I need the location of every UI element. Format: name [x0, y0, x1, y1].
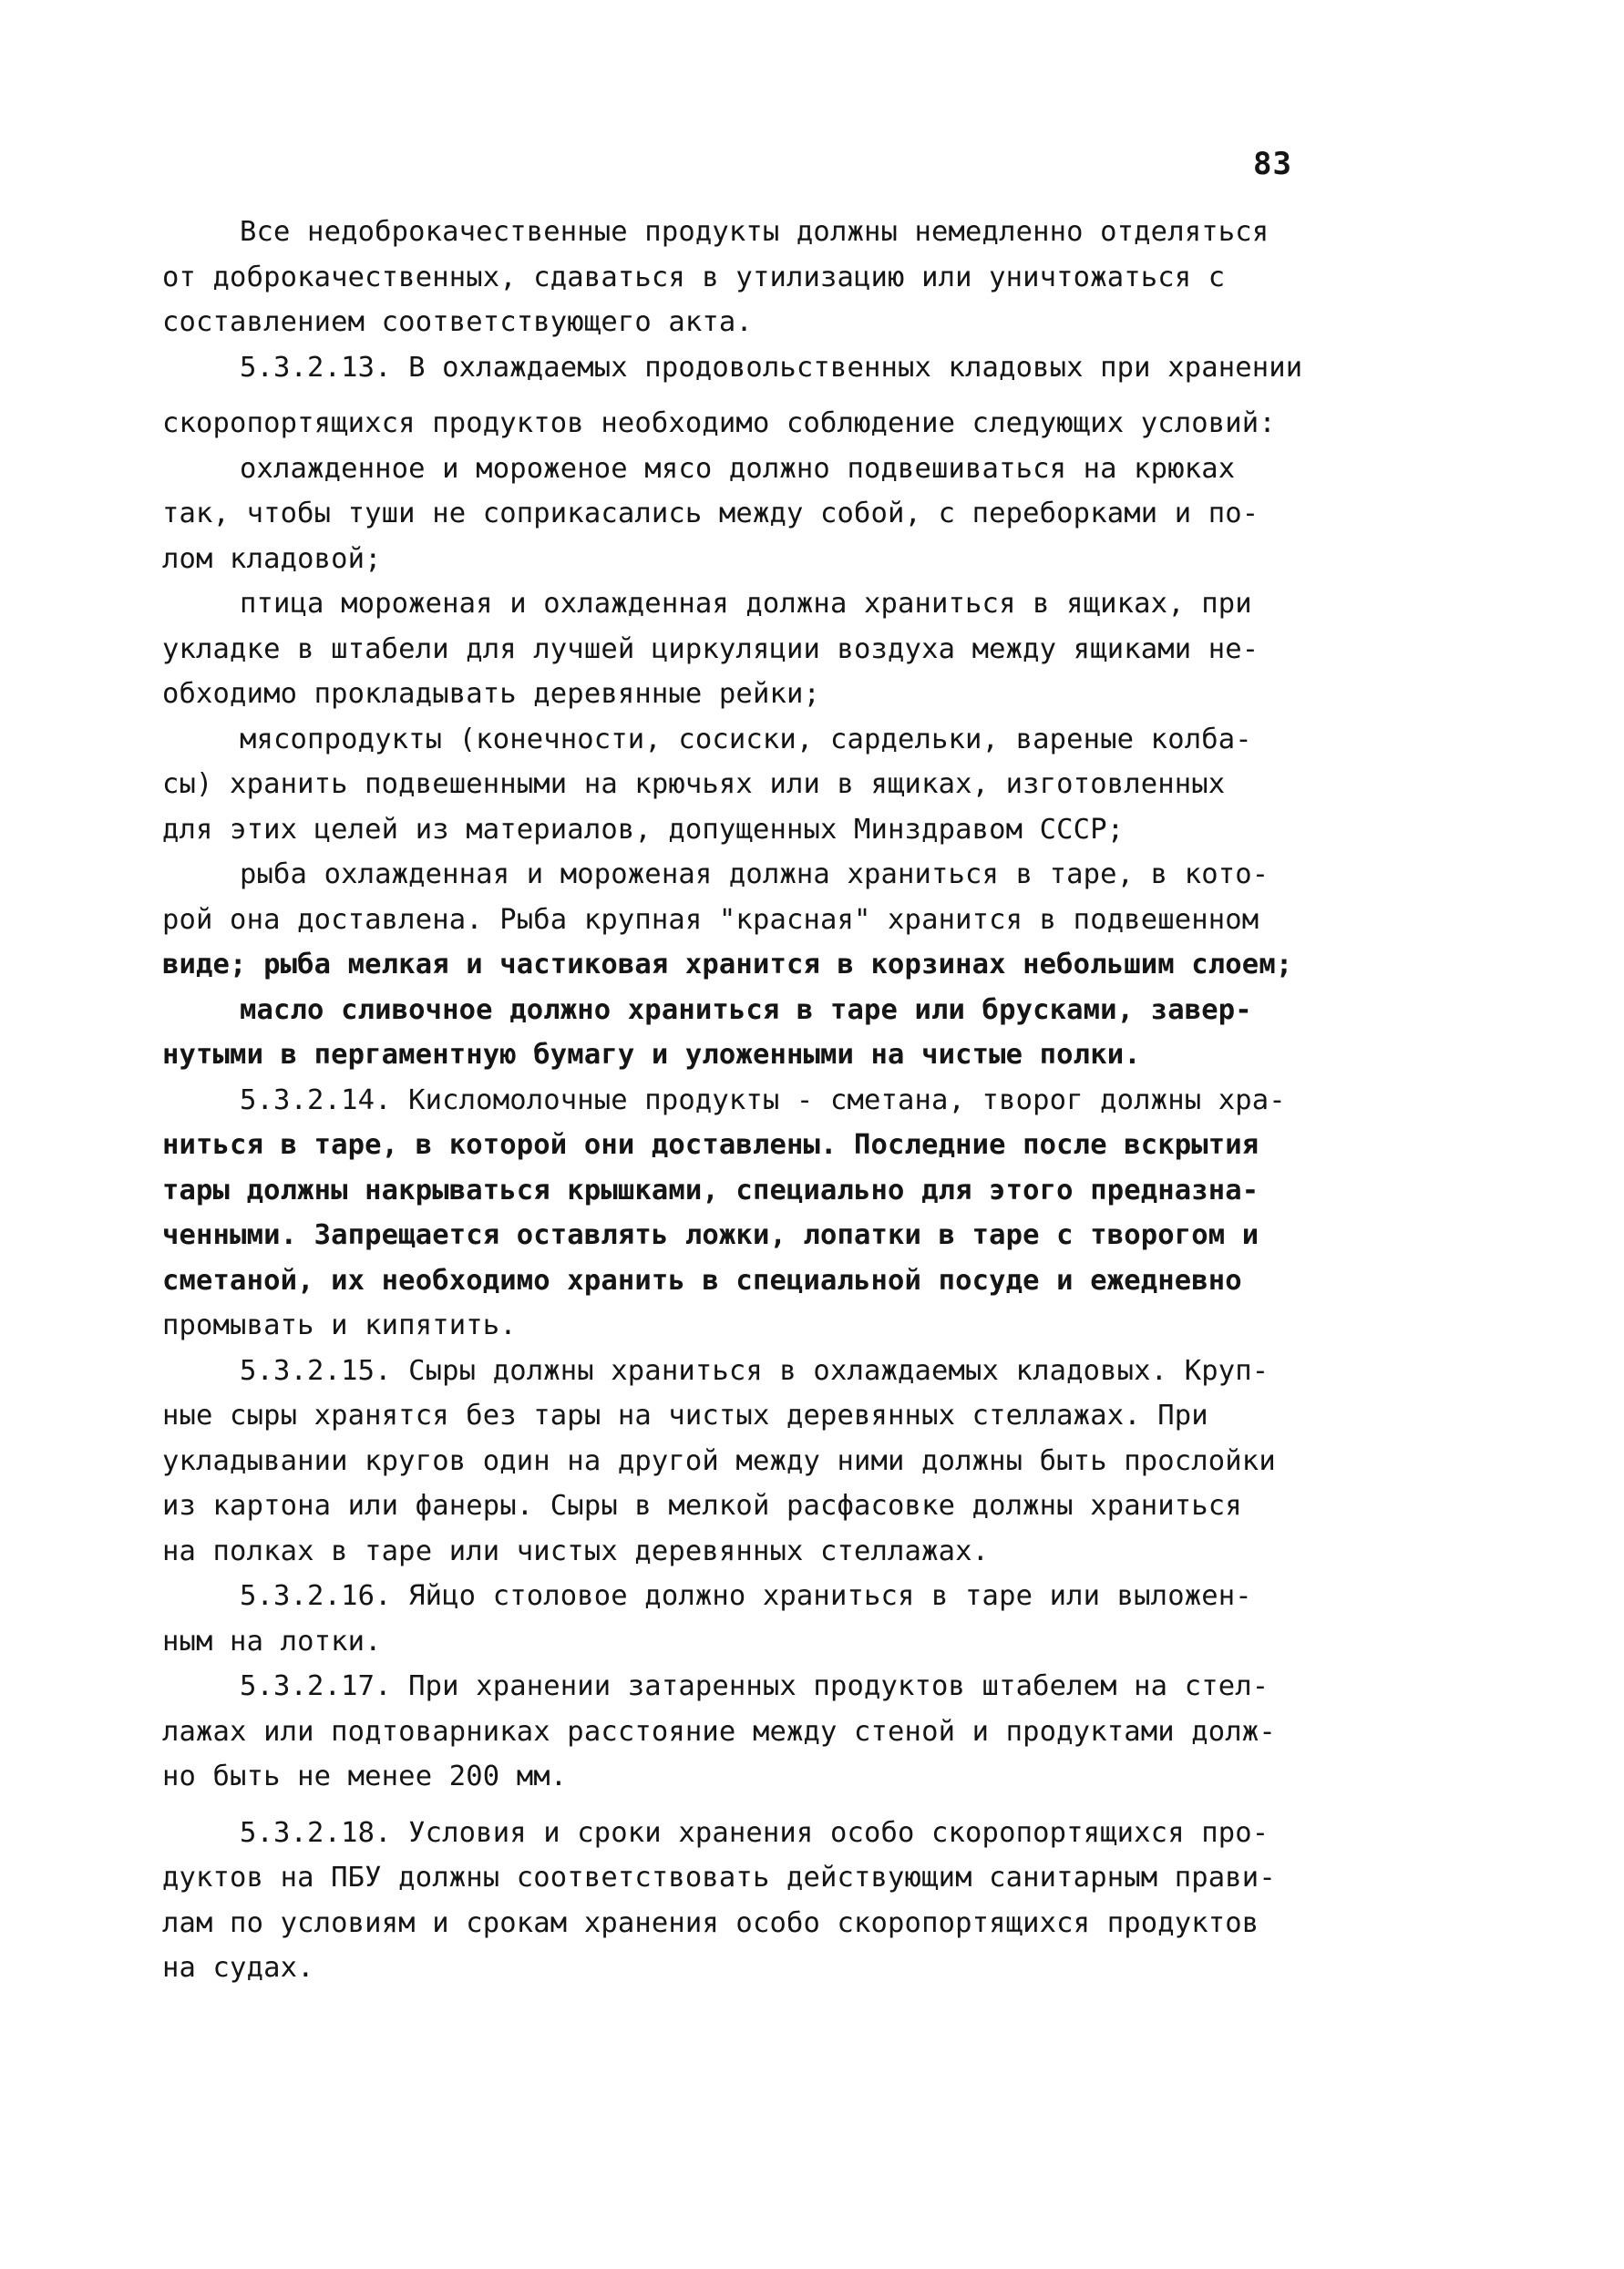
text-line: укладывании кругов один на другой между ними должны быть прослойки	[162, 1444, 1276, 1477]
text-line: промывать и кипятить.	[162, 1309, 517, 1341]
text-line: рыба охлажденная и мороженая должна храниться в таре, в кото-	[240, 858, 1269, 890]
text-line: 5.3.2.15. Сыры должны храниться в охлаждаемых кладовых. Круп-	[240, 1354, 1269, 1387]
text-line: ным на лотки.	[162, 1625, 382, 1658]
document-body	[162, 210, 1456, 1991]
text-line: так, чтобы туши не соприкасались между собой, с переборками и по-	[162, 498, 1259, 529]
text-line: охлажденное и мороженое мясо должно подвешиваться на крюках	[240, 452, 1236, 485]
text-line: мясопродукты (конечности, сосиски, сардельки, вареные колба-	[240, 723, 1252, 755]
text-line: ные сыры хранятся без тары на чистых деревянных стеллажах. При	[162, 1400, 1208, 1432]
text-line: от доброкачественных, сдаваться в утилизацию или уничтожаться с	[162, 261, 1226, 293]
text-line: 5.3.2.14. Кисломолочные продукты - сметана, творог должны хра-	[240, 1083, 1286, 1116]
text-line: обходимо прокладывать деревянные рейки;	[162, 678, 820, 710]
text-line: птица мороженая и охлажденная должна храниться в ящиках, при	[240, 588, 1252, 620]
text-line: на судах.	[162, 1952, 314, 1984]
text-line: лом кладовой;	[162, 542, 382, 575]
text-line: тары должны накрываться крышками, специально для этого предназна-	[162, 1174, 1259, 1206]
text-line: дуктов на ПБУ должны соответствовать действующим санитарным прави-	[162, 1862, 1276, 1894]
text-line: виде; рыба мелкая и частиковая хранится в корзинах небольшим слоем;	[162, 949, 1293, 980]
text-line: для этих целей из материалов, допущенных Минздравом СССР;	[162, 813, 1125, 846]
text-line: лам по условиям и срокам хранения особо скоропортящихся продуктов	[162, 1906, 1259, 1939]
text-line: 5.3.2.13. В охлаждаемых продовольственных кладовых при хранении	[240, 351, 1303, 384]
text-line: составлением соответствующего акта.	[162, 306, 753, 338]
text-line: ченными. Запрещается оставлять ложки, лопатки в таре с творогом и	[162, 1219, 1259, 1251]
text-line: 5.3.2.18. Условия и сроки хранения особо скоропортящихся про-	[240, 1816, 1269, 1849]
text-line: ниться в таре, в которой они доставлены. Последние после вскрытия	[162, 1129, 1259, 1161]
text-line: но быть не менее 200 мм.	[162, 1761, 568, 1792]
text-line: 5.3.2.17. При хранении затаренных продуктов штабелем на стел-	[240, 1670, 1269, 1702]
text-line: сы) хранить подвешенными на крючьях или в ящиках, изготовленных	[162, 768, 1226, 800]
text-line: сметаной, их необходимо хранить в специальной посуде и ежедневно	[162, 1264, 1242, 1297]
page-number: 83	[1253, 146, 1292, 182]
text-line: рой она доставлена. Рыба крупная "красная" хранится в подвешенном	[162, 903, 1259, 936]
text-line: укладке в штабели для лучшей циркуляции воздуха между ящиками не-	[162, 632, 1259, 665]
text-line: масло сливочное должно храниться в таре или брусками, завер-	[240, 993, 1252, 1026]
text-line: на полках в таре или чистых деревянных стеллажах.	[162, 1535, 990, 1567]
text-line: из картона или фанеры. Сыры в мелкой расфасовке должны храниться	[162, 1490, 1242, 1522]
text-line: скоропортящихся продуктов необходимо соблюдение следующих условий:	[162, 407, 1276, 439]
text-line: 5.3.2.16. Яйцо столовое должно храниться в таре или выложен-	[240, 1580, 1252, 1612]
text-line: нутыми в пергаментную бумагу и уложенными на чистые полки.	[162, 1039, 1141, 1071]
text-line: лажах или подтоварниках расстояние между стеной и продуктами долж-	[162, 1715, 1276, 1748]
text-line: Все недоброкачественные продукты должны немедленно отделяться	[240, 216, 1269, 248]
